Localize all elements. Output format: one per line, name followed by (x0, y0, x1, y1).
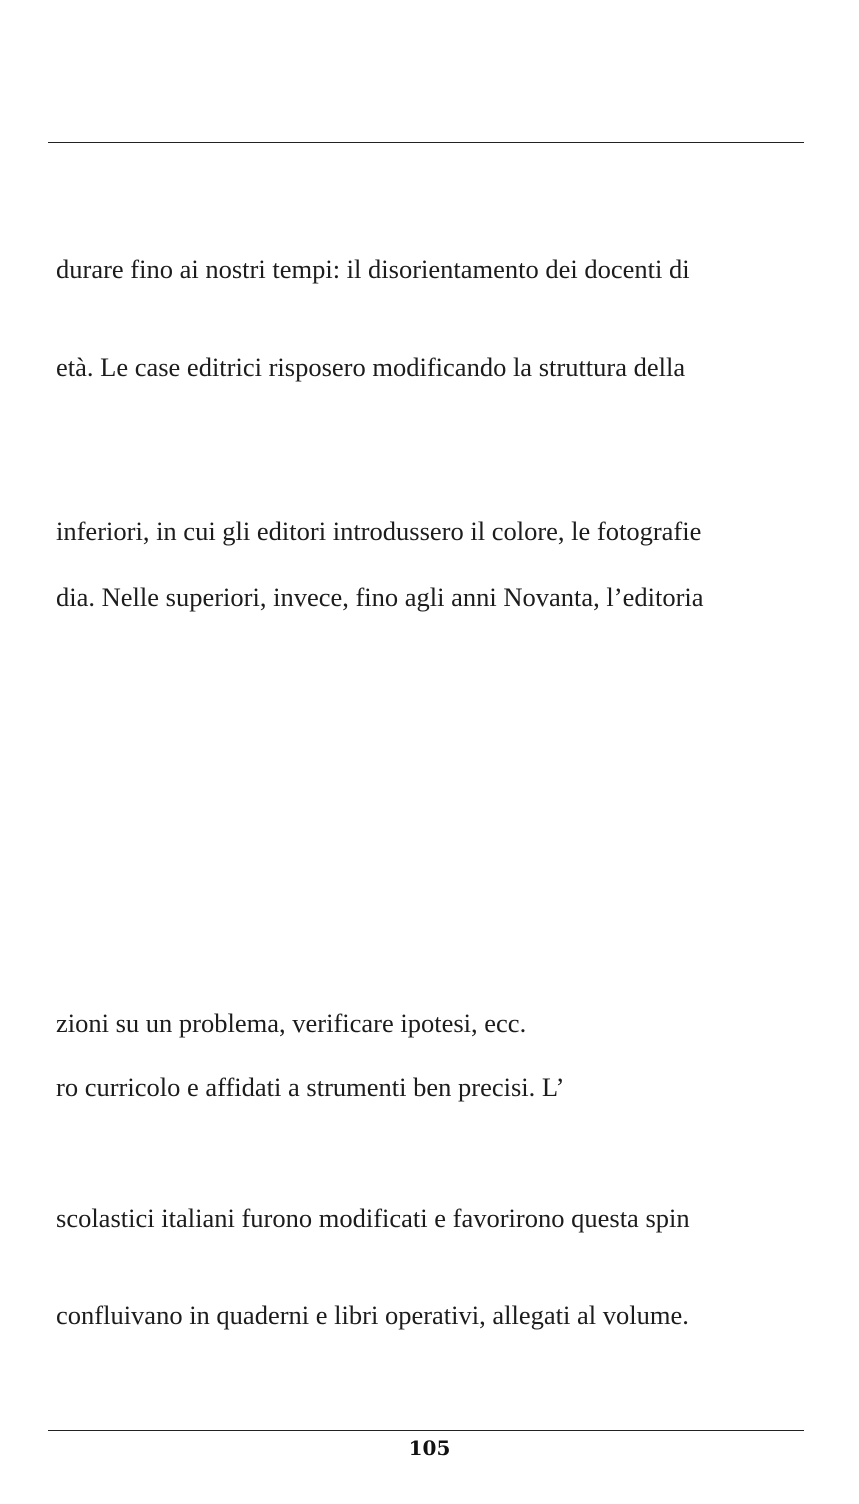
text-line-2: età. Le case editrici risposero modificando la struttura della (56, 352, 686, 382)
text-line-7: scolastici italiani furono modificati e favorirono questa spin (56, 1203, 690, 1233)
text-line-6: ro curricolo e affidati a strumenti ben precisi. L’ (56, 1072, 565, 1102)
text-line-3: inferiori, in cui gli editori introdussero il colore, le fotografie (56, 516, 702, 546)
text-line-8: confluivano in quaderni e libri operativi, allegati al volume. (56, 1300, 689, 1330)
text-line-4: dia. Nelle superiori, invece, fino agli anni Novanta, l’editoria (56, 582, 704, 612)
header-rule (48, 142, 804, 143)
page-number: 105 (408, 1436, 451, 1460)
text-line-5: zioni su un problema, verificare ipotesi, ecc. (56, 1008, 527, 1038)
footer-rule (48, 1430, 804, 1431)
text-line-1: durare fino ai nostri tempi: il disorientamento dei docenti di (56, 254, 690, 284)
